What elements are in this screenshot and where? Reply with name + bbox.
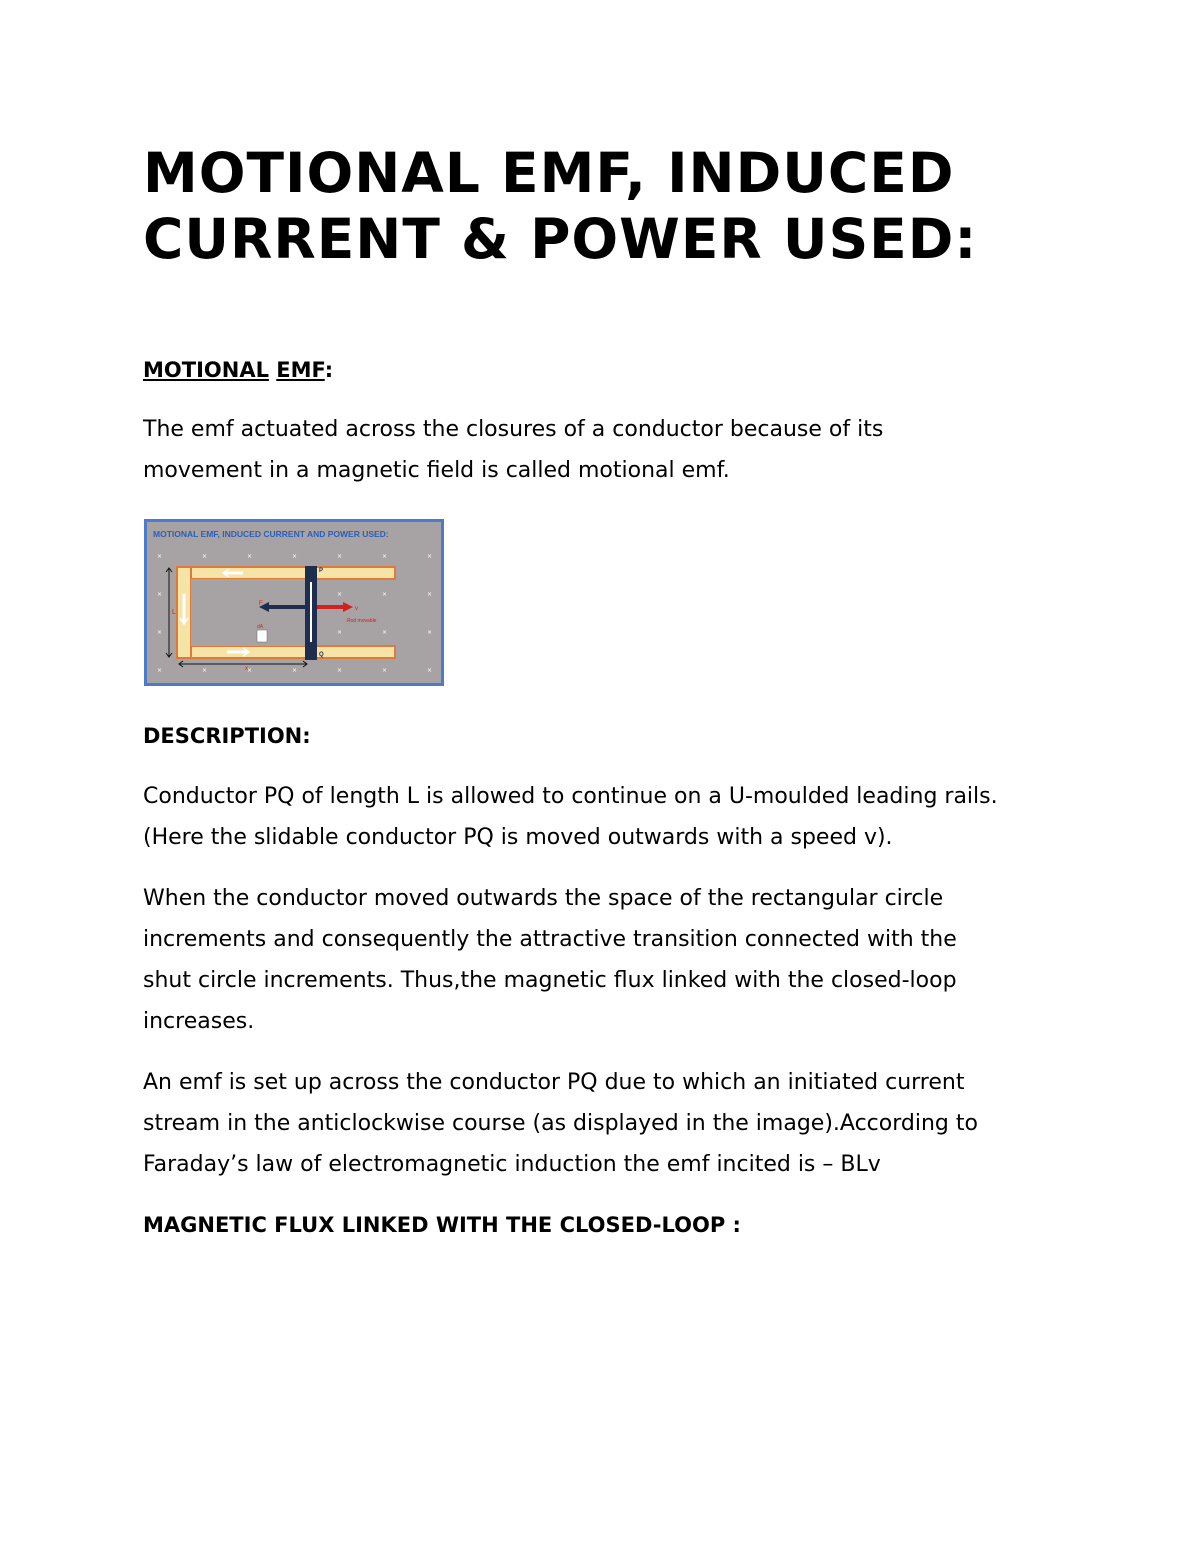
label-F: F [259, 601, 263, 607]
field-cross: × [337, 553, 343, 560]
document-title [143, 140, 1063, 272]
description-paragraph-1 [143, 776, 1063, 858]
field-cross: × [382, 667, 388, 674]
bottom-rail [177, 646, 395, 658]
heading-word-emf: EMF [276, 358, 325, 382]
field-cross: × [202, 667, 208, 674]
field-cross: × [157, 553, 163, 560]
description-p2-line-1: When the conductor moved outwards the space of the rectangular circle [143, 886, 944, 911]
title-line-1: MOTIONAL EMF, INDUCED [143, 141, 955, 205]
description-p2-line-2: increments and consequently the attractive transition connected with the [143, 927, 957, 952]
field-cross: × [427, 553, 433, 560]
top-rail [177, 567, 395, 579]
field-cross: × [427, 667, 433, 674]
description-p3-line-1: An emf is set up across the conductor PQ due to which an initiated current [143, 1070, 965, 1095]
field-cross: × [247, 667, 253, 674]
label-v: v [355, 606, 358, 612]
heading-word-motional: MOTIONAL [143, 358, 269, 382]
field-cross: × [382, 553, 388, 560]
loop-interior [191, 579, 305, 646]
field-cross: × [427, 591, 433, 598]
description-paragraph-2 [143, 878, 1063, 1042]
label-P: P [319, 568, 324, 574]
diagram-title: MOTIONAL EMF, INDUCED CURRENT AND POWER USED: [153, 529, 389, 539]
heading-colon: : [324, 358, 334, 382]
diagram-svg [147, 522, 441, 683]
field-cross: × [337, 629, 343, 636]
description-p3-line-2: stream in the anticlockwise course (as displayed in the image).According to [143, 1111, 978, 1136]
field-cross: × [337, 591, 343, 598]
field-cross: × [157, 629, 163, 636]
field-cross: × [202, 553, 208, 560]
motional-emf-definition [143, 409, 1063, 491]
definition-line-1: The emf actuated across the closures of a conductor because of its [143, 417, 884, 442]
description-p1-line-2: (Here the slidable conductor PQ is moved outwards with a speed v). [143, 825, 893, 850]
magnetic-flux-heading: MAGNETIC FLUX LINKED WITH THE CLOSED-LOOP : [143, 1213, 741, 1237]
field-cross: × [292, 553, 298, 560]
velocity-arrowhead [343, 602, 353, 612]
field-cross: × [427, 629, 433, 636]
field-cross: × [157, 667, 163, 674]
field-cross: × [157, 591, 163, 598]
label-Q: Q [319, 652, 324, 658]
title-line-2: CURRENT & POWER USED: [143, 207, 978, 271]
field-cross: × [337, 667, 343, 674]
description-p3-line-3: Faraday’s law of electromagnetic induction the emf incited is – BLv [143, 1152, 881, 1177]
definition-line-2: movement in a magnetic field is called motional emf. [143, 458, 730, 483]
field-cross: × [382, 591, 388, 598]
area-element-dA [257, 630, 267, 642]
description-heading: DESCRIPTION: [143, 724, 311, 748]
field-cross: × [382, 629, 388, 636]
field-cross: × [292, 667, 298, 674]
label-L: L [172, 609, 176, 616]
description-p1-line-1: Conductor PQ of length L is allowed to continue on a U-moulded leading rails. [143, 784, 998, 809]
description-paragraph-3 [143, 1062, 1063, 1185]
motional-emf-diagram [144, 519, 444, 686]
label-dA: dA [257, 624, 264, 630]
label-x: x [245, 666, 248, 672]
motional-emf-heading [143, 356, 333, 384]
description-p2-line-4: increases. [143, 1009, 255, 1034]
field-cross: × [247, 553, 253, 560]
label-rod-movable: Rod movable [347, 618, 377, 624]
description-p2-line-3: shut circle increments. Thus,the magnetic flux linked with the closed-loop [143, 968, 957, 993]
